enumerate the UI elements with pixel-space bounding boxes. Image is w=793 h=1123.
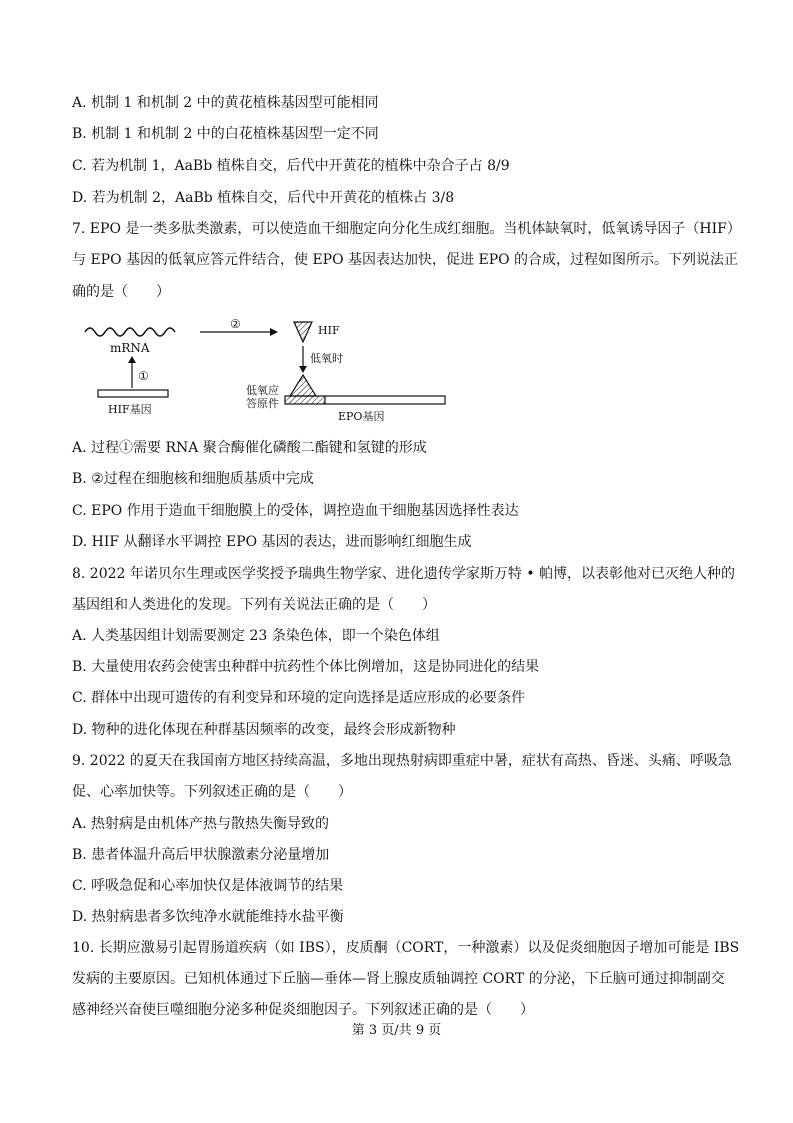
q10-stem-line-2: 发病的主要原因。已知机体通过下丘脑—垂体—肾上腺皮质轴调控 CORT 的分泌，下丘脑可通过抑制副交 xyxy=(72,971,725,987)
q7-option-a: A. 过程①需要 RNA 聚合酶催化磷酸二酯键和氢键的形成 xyxy=(72,440,427,456)
q8-stem-line-2: 基因组和人类进化的发现。下列有关说法正确的是（ ） xyxy=(72,597,436,613)
mrna-label: mRNA xyxy=(110,341,150,355)
q6-option-d: D. 若为机制 2，AaBb 植株自交，后代中开黄花的植株占 3/8 xyxy=(72,190,455,206)
q7-option-c: C. EPO 作用于造血干细胞膜上的受体，调控造血干细胞基因选择性表达 xyxy=(72,503,519,519)
q9-stem-line-2: 促、心率加快等。下列叙述正确的是（ ） xyxy=(72,784,352,800)
q7-option-d: D. HIF 从翻译水平调控 EPO 基因的表达，进而影响红细胞生成 xyxy=(72,534,472,550)
step2-arrowhead xyxy=(270,328,278,336)
q9-stem-line-1: 9. 2022 的夏天在我国南方地区持续高温，多地出现热射病即重症中暑，症状有高热、昏迷、头痛、呼吸急 xyxy=(72,753,732,769)
q9-option-d: D. 热射病患者多饮纯净水就能维持水盐平衡 xyxy=(72,909,344,925)
q8-option-d: D. 物种的进化体现在种群基因频率的改变，最终会形成新物种 xyxy=(72,722,456,738)
q6-option-a: A. 机制 1 和机制 2 中的黄花植株基因型可能相同 xyxy=(72,95,379,111)
q8-option-b: B. 大量使用农药会使害虫种群中抗药性个体比例增加，这是协同进化的结果 xyxy=(72,659,540,675)
q6-option-b: B. 机制 1 和机制 2 中的白花植株基因型一定不同 xyxy=(72,126,379,142)
response-element-triangle xyxy=(290,375,316,396)
hypoxia-label: 低氧时 xyxy=(310,352,343,365)
step1-arrowhead xyxy=(128,356,136,363)
hypoxia-arrowhead xyxy=(299,366,307,373)
q9-option-b: B. 患者体温升高后甲状腺激素分泌量增加 xyxy=(72,847,330,863)
q7-stem-line-1: 7. EPO 是一类多肽类激素，可以使造血干细胞定向分化生成红细胞。当机体缺氧时，低氧诱导因子（HIF） xyxy=(72,221,741,237)
mrna-wave xyxy=(85,328,175,336)
q9-option-c: C. 呼吸急促和心率加快仅是体液调节的结果 xyxy=(72,878,344,894)
q10-stem-line-1: 10. 长期应激易引起胃肠道疾病（如 IBS），皮质酮（CORT，一种激素）以及促炎细胞因子增加可能是 IBS xyxy=(72,940,740,956)
hif-gene-label: HIF基因 xyxy=(108,403,152,416)
element-label-line2: 答原件 xyxy=(246,397,279,410)
q10-stem-line-3: 感神经兴奋使巨噬细胞分泌多种促炎细胞因子。下列叙述正确的是（ ） xyxy=(72,1002,534,1018)
step1-label: ① xyxy=(138,369,149,383)
step2-label: ② xyxy=(230,318,241,331)
q8-option-c: C. 群体中出现可遗传的有利变异和环境的定向选择是适应形成的必要条件 xyxy=(72,690,526,706)
epo-gene-bar xyxy=(325,396,445,404)
response-element-bar xyxy=(285,396,325,404)
hif-protein-triangle xyxy=(294,322,312,342)
q9-option-a: A. 热射病是由机体产热与散热失衡导致的 xyxy=(72,816,330,832)
hif-label: HIF xyxy=(318,324,340,337)
q7-option-b: B. ②过程在细胞核和细胞质基质中完成 xyxy=(72,471,314,487)
hif-gene-bar xyxy=(98,390,168,397)
epo-hif-diagram xyxy=(80,318,460,428)
element-label-line1: 低氧应 xyxy=(246,384,279,397)
q7-stem-line-2: 与 EPO 基因的低氧应答元件结合，使 EPO 基因表达加快，促进 EPO 的合成，过程如图所示。下列说法正 xyxy=(72,252,739,268)
epo-gene-label: EPO基因 xyxy=(338,410,385,423)
page-footer: 第 3 页/共 9 页 xyxy=(351,1023,442,1038)
q6-option-c: C. 若为机制 1，AaBb 植株自交，后代中开黄花的植株中杂合子占 8/9 xyxy=(72,158,510,174)
q8-stem-line-1: 8. 2022 年诺贝尔生理或医学奖授予瑞典生物学家、进化遗传学家斯万特 • 帕博，以表彰他对已灭绝人种的 xyxy=(72,566,736,582)
q8-option-a: A. 人类基因组计划需要测定 23 条染色体，即一个染色体组 xyxy=(72,628,440,644)
q7-stem-line-3: 确的是（ ） xyxy=(72,284,170,300)
